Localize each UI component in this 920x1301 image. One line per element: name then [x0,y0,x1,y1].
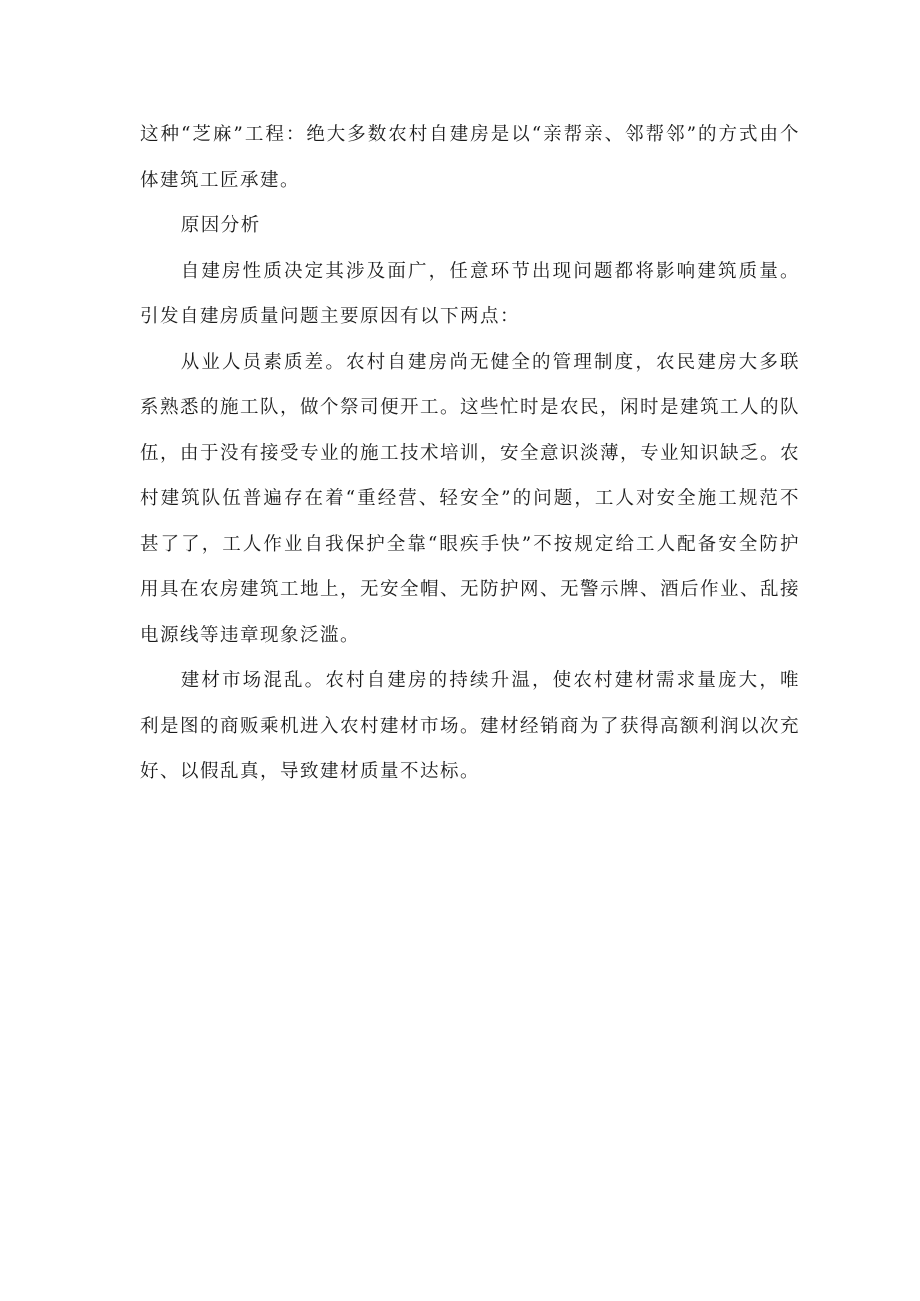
paragraph-worker-quality: 从业人员素质差。农村自建房尚无健全的管理制度，农民建房大多联系熟悉的施工队，做个祭司便开工。这些忙时是农民，闲时是建筑工人的队伍，由于没有接受专业的施工技术培训，安全意识淡薄，专业知识缺乏。农村建筑队伍普遍存在着“重经营、轻安全”的问题，工人对安全施工规范不甚了了，工人作业自我保护全靠“眼疾手快”不按规定给工人配备安全防护用具在农房建筑工地上，无安全帽、无防护网、无警示牌、酒后作业、乱接电源线等违章现象泛滥。 [140,351,801,646]
section-heading-cause-analysis: 原因分析 [180,215,261,236]
paragraph-material-market: 建材市场混乱。农村自建房的持续升温，使农村建材需求量庞大，唯利是图的商贩乘机进入农村建材市场。建材经销商为了获得高额利润以次充好、以假乱真，导致建材质量不达标。 [140,670,801,782]
paragraph-cause-overview: 自建房性质决定其涉及面广，任意环节出现问题都将影响建筑质量。引发自建房质量问题主要原因有以下两点： [140,260,800,327]
paragraph-intro-continuation: 这种“芝麻”工程：绝大多数农村自建房是以“亲帮亲、邻帮邻”的方式由个体建筑工匠承建。 [140,124,800,191]
document-body [140,112,800,795]
